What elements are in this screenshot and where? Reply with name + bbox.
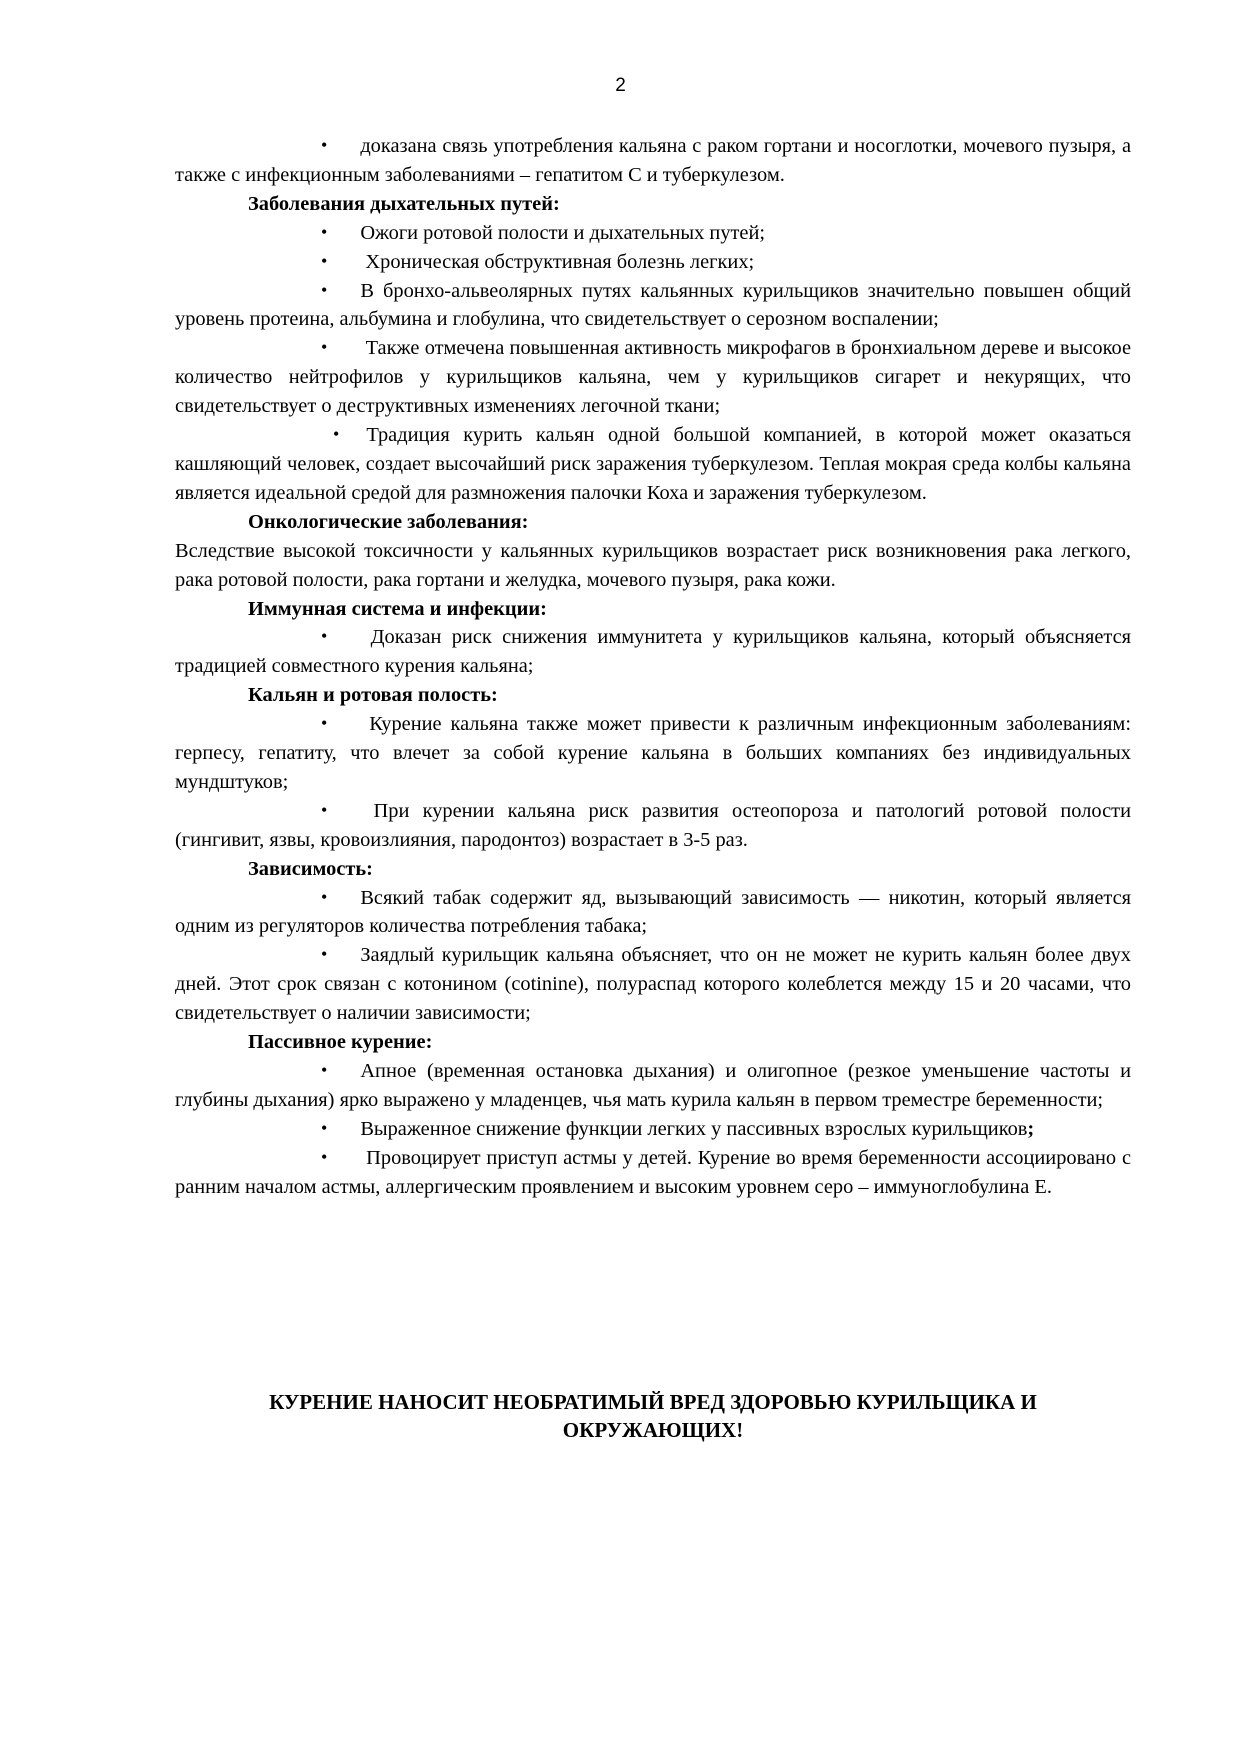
bullet-icon: • <box>321 221 328 242</box>
list-item-text: доказана связь употребления кальяна с раком гортани и носоглотки, мочевого пузыря, а также с инфекционным заболеваниями – гепатитом С и туберкулезом. <box>175 135 1131 186</box>
list-item <box>175 797 1131 855</box>
section-heading-respiratory: Заболевания дыхательных путей: <box>248 192 560 215</box>
bullet-icon: • <box>321 626 328 647</box>
bullet-icon: • <box>321 799 328 820</box>
list-item-text: Хроническая обструктивная болезнь легких; <box>360 250 755 273</box>
list-item-text: Курение кальяна также может привести к различным инфекционным заболеваниям: герпесу, гепатиту, что влечет за собой курение кальяна в больших компаниях без индивидуальных мундштуков; <box>175 713 1131 793</box>
list-item <box>175 248 1131 277</box>
bullet-icon: • <box>321 886 328 907</box>
list-item <box>175 334 1131 421</box>
list-item <box>175 132 1131 190</box>
list-item <box>175 710 1131 797</box>
list-item <box>175 941 1131 1028</box>
list-item-text: Ожоги ротовой полости и дыхательных путей; <box>360 221 766 244</box>
list-item-text: Выраженное снижение функции легких у пассивных взрослых курильщиков <box>360 1117 1028 1140</box>
list-item <box>175 623 1131 681</box>
section-heading-dependence: Зависимость: <box>248 857 373 880</box>
bullet-icon: • <box>321 713 328 734</box>
list-item <box>175 1057 1131 1115</box>
list-item-text: Традиция курить кальян одной большой компанией, в которой может оказаться кашляющий человек, создает высочайший риск заражения туберкулезом. Теплая мокрая среда колбы кальяна является идеальной средой для размножения палочки Коха и заражения туберкулезом. <box>175 424 1131 504</box>
bullet-icon: • <box>321 250 328 271</box>
bullet-icon: • <box>321 944 328 965</box>
page-number: 2 <box>615 75 626 96</box>
list-item <box>175 277 1131 335</box>
paragraph-oncology: Вследствие высокой токсичности у кальянных курильщиков возрастает риск возникновения рака легкого, рака ротовой полости, рака гортани и желудка, мочевого пузыря, рака кожи. <box>175 539 1131 591</box>
bullet-icon: • <box>333 424 340 445</box>
section-heading-passive: Пассивное курение: <box>248 1031 433 1054</box>
section-heading-oncology: Онкологические заболевания: <box>248 510 529 533</box>
section-heading-immune: Иммунная система и инфекции: <box>248 597 547 620</box>
bullet-icon: • <box>321 1146 328 1167</box>
bullet-icon: • <box>321 135 328 155</box>
bullet-icon: • <box>321 1117 328 1138</box>
conclusion-line-1: КУРЕНИЕ НАНОСИТ НЕОБРАТИМЫЙ ВРЕД ЗДОРОВЬЮ КУРИЛЬЩИКА И <box>269 1390 1037 1414</box>
list-item-text: Апное (временная остановка дыхания) и олигопное (резкое уменьшение частоты и глубины дыхания) ярко выражено у младенцев, чья мать курила кальян в первом треместре беременности; <box>175 1060 1131 1111</box>
section-heading-oral: Кальян и ротовая полость: <box>248 684 498 707</box>
bullet-icon: • <box>321 279 328 300</box>
list-item <box>175 421 1131 508</box>
list-item-text: При курении кальяна риск развития остеопороза и патологий ротовой полости (гингивит, язвы, кровоизлияния, пародонтоз) возрастает в 3-5 раз. <box>175 799 1131 851</box>
list-item-text: Заядлый курильщик кальяна объясняет, что он не может не курить кальян более двух дней. Этот срок связан с котонином (cotinine), полураспад которого колеблется между 15 и 20 часами, что свидетельствует о наличии зависимости; <box>175 944 1131 1025</box>
conclusion-line-2: ОКРУЖАЮЩИХ! <box>562 1418 744 1442</box>
list-item <box>175 1144 1131 1202</box>
list-item <box>175 1115 1131 1144</box>
bullet-icon: • <box>321 1060 328 1080</box>
list-item-text: Всякий табак содержит яд, вызывающий зависимость — никотин, который является одним из регуляторов количества потребления табака; <box>175 886 1131 938</box>
list-item <box>175 884 1131 942</box>
list-item-text: Провоцирует приступ астмы у детей. Курение во время беременности ассоциировано с ранним началом астмы, аллергическим проявлением и высоким уровнем серо – иммуноглобулина Е. <box>175 1146 1131 1198</box>
document-body <box>175 132 1131 1202</box>
list-item-text: Также отмечена повышенная активность микрофагов в бронхиальном дереве и высокое количество нейтрофилов у курильщиков кальяна, чем у курильщиков сигарет и некурящих, что свидетельствует о деструктивных изменениях легочной ткани; <box>175 337 1131 418</box>
list-item <box>175 219 1131 248</box>
list-item-text: Доказан риск снижения иммунитета у курильщиков кальяна, который объясняется традицией совместного курения кальяна; <box>175 626 1131 678</box>
list-item-bold-tail: ; <box>1027 1117 1035 1140</box>
list-item-text: В бронхо-альвеолярных путях кальянных курильщиков значительно повышен общий уровень протеина, альбумина и глобулина, что свидетельствует о серозном воспалении; <box>175 279 1131 331</box>
bullet-icon: • <box>321 337 328 358</box>
conclusion-heading <box>175 1388 1131 1444</box>
